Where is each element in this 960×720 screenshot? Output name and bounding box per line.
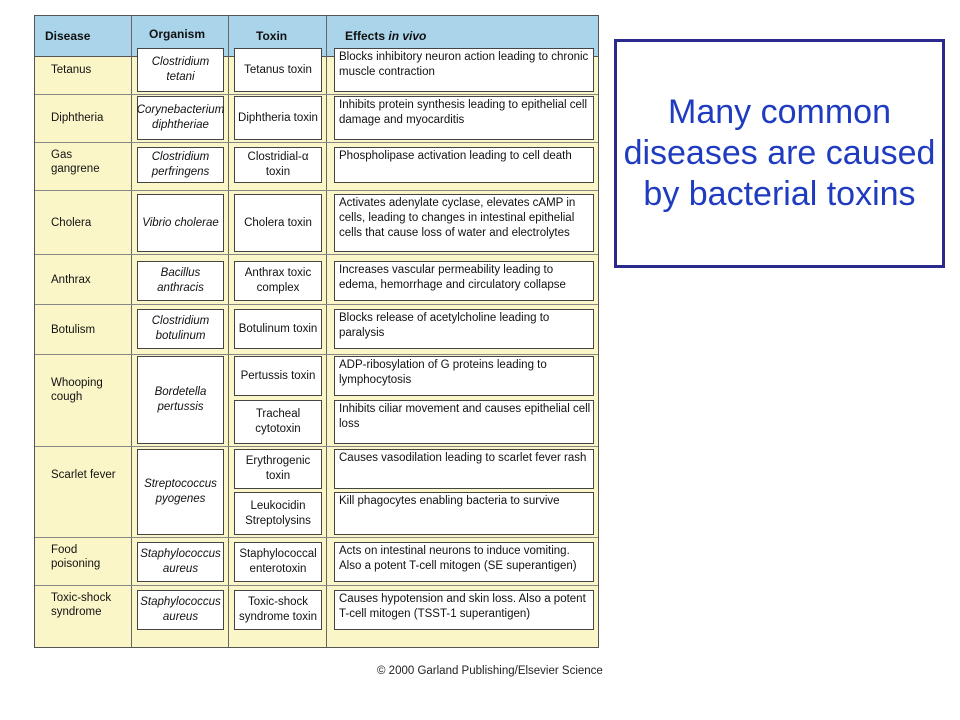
effect-cell: Inhibits ciliar movement and causes epithelial cell loss <box>334 400 594 444</box>
effect-cell: Acts on intestinal neurons to induce vomiting. Also a potent T-cell mitogen (SE superantigen) <box>334 542 594 582</box>
organism-cell: Bordetella pertussis <box>137 356 224 444</box>
slide-title-box <box>614 39 945 268</box>
organism-cell: Clostridium tetani <box>137 48 224 92</box>
disease-name: Tetanus <box>51 64 92 76</box>
disease-name: Scarlet fever <box>51 469 116 481</box>
organism-cell: Corynebacterium diphtheriae <box>137 96 224 140</box>
disease-name: Botulism <box>51 323 96 336</box>
toxin-cell: Anthrax toxic complex <box>234 261 322 301</box>
effect-cell: Blocks inhibitory neuron action leading to chronic muscle contraction <box>334 48 594 92</box>
row-divider <box>35 254 598 255</box>
copyright-notice: © 2000 Garland Publishing/Elsevier Science <box>377 665 603 677</box>
organism-cell: Clostridium botulinum <box>137 309 224 349</box>
row-divider <box>35 446 598 447</box>
toxin-cell: Erythrogenic toxin <box>234 449 322 489</box>
disease-name: Food poisoning <box>51 544 101 570</box>
header-toxin: Toxin <box>256 29 288 43</box>
header-disease: Disease <box>45 29 91 43</box>
toxin-cell: Tetanus toxin <box>234 48 322 92</box>
organism-cell: Bacillus anthracis <box>137 261 224 301</box>
row-divider <box>35 94 598 95</box>
disease-name: Anthrax <box>51 274 91 286</box>
effect-cell: Kill phagocytes enabling bacteria to survive <box>334 492 594 535</box>
slide-title: Many common diseases are caused by bacterial toxins <box>623 93 936 213</box>
effect-cell: Inhibits protein synthesis leading to epithelial cell damage and myocarditis <box>334 96 594 140</box>
row-divider <box>35 354 598 355</box>
row-divider <box>35 585 598 586</box>
effect-cell: Phospholipase activation leading to cell death <box>334 147 594 183</box>
effect-cell: Causes hypotension and skin loss. Also a potent T-cell mitogen (TSST-1 superantigen) <box>334 590 594 630</box>
disease-name: Diphtheria <box>51 112 104 124</box>
disease-name: Cholera <box>51 217 92 229</box>
organism-cell: Vibrio cholerae <box>137 194 224 252</box>
toxin-cell: Cholera toxin <box>234 194 322 252</box>
header-effects-label: Effects <box>345 29 386 43</box>
effect-cell: Increases vascular permeability leading to edema, hemorrhage and circulatory collapse <box>334 261 594 301</box>
row-divider <box>35 304 598 305</box>
row-divider <box>35 537 598 538</box>
disease-name: Gas gangrene <box>51 149 100 175</box>
disease-name: Toxic-shock syndrome <box>51 592 112 618</box>
row-divider <box>35 142 598 143</box>
toxin-cell: Tracheal cytotoxin <box>234 400 322 444</box>
toxin-cell: Diphtheria toxin <box>234 96 322 140</box>
effect-cell: Blocks release of acetylcholine leading to paralysis <box>334 309 594 349</box>
disease-name: Whooping cough <box>51 377 103 403</box>
toxin-cell: Botulinum toxin <box>234 309 322 349</box>
effect-cell: Causes vasodilation leading to scarlet fever rash <box>334 449 594 489</box>
toxin-cell: Leukocidin Streptolysins <box>234 492 322 535</box>
organism-cell: Staphylococcus aureus <box>137 542 224 582</box>
header-effects-italic: in vivo <box>388 29 427 43</box>
effect-cell: ADP-ribosylation of G proteins leading to lymphocytosis <box>334 356 594 396</box>
toxin-cell: Toxic-shock syndrome toxin <box>234 590 322 630</box>
organism-cell: Streptococcus pyogenes <box>137 449 224 535</box>
header-organism: Organism <box>149 27 206 41</box>
table-body <box>35 16 598 647</box>
toxin-cell: Pertussis toxin <box>234 356 322 396</box>
toxin-cell: Staphylococcal enterotoxin <box>234 542 322 582</box>
bacterial-toxin-table <box>34 15 599 648</box>
row-divider <box>35 190 598 191</box>
organism-cell: Staphylococcus aureus <box>137 590 224 630</box>
organism-cell: Clostridium perfringens <box>137 147 224 183</box>
effect-cell: Activates adenylate cyclase, elevates cAMP in cells, leading to changes in intestinal epithelial cells that cause loss of water and electrolytes <box>334 194 594 252</box>
toxin-cell: Clostridial-α toxin <box>234 147 322 183</box>
